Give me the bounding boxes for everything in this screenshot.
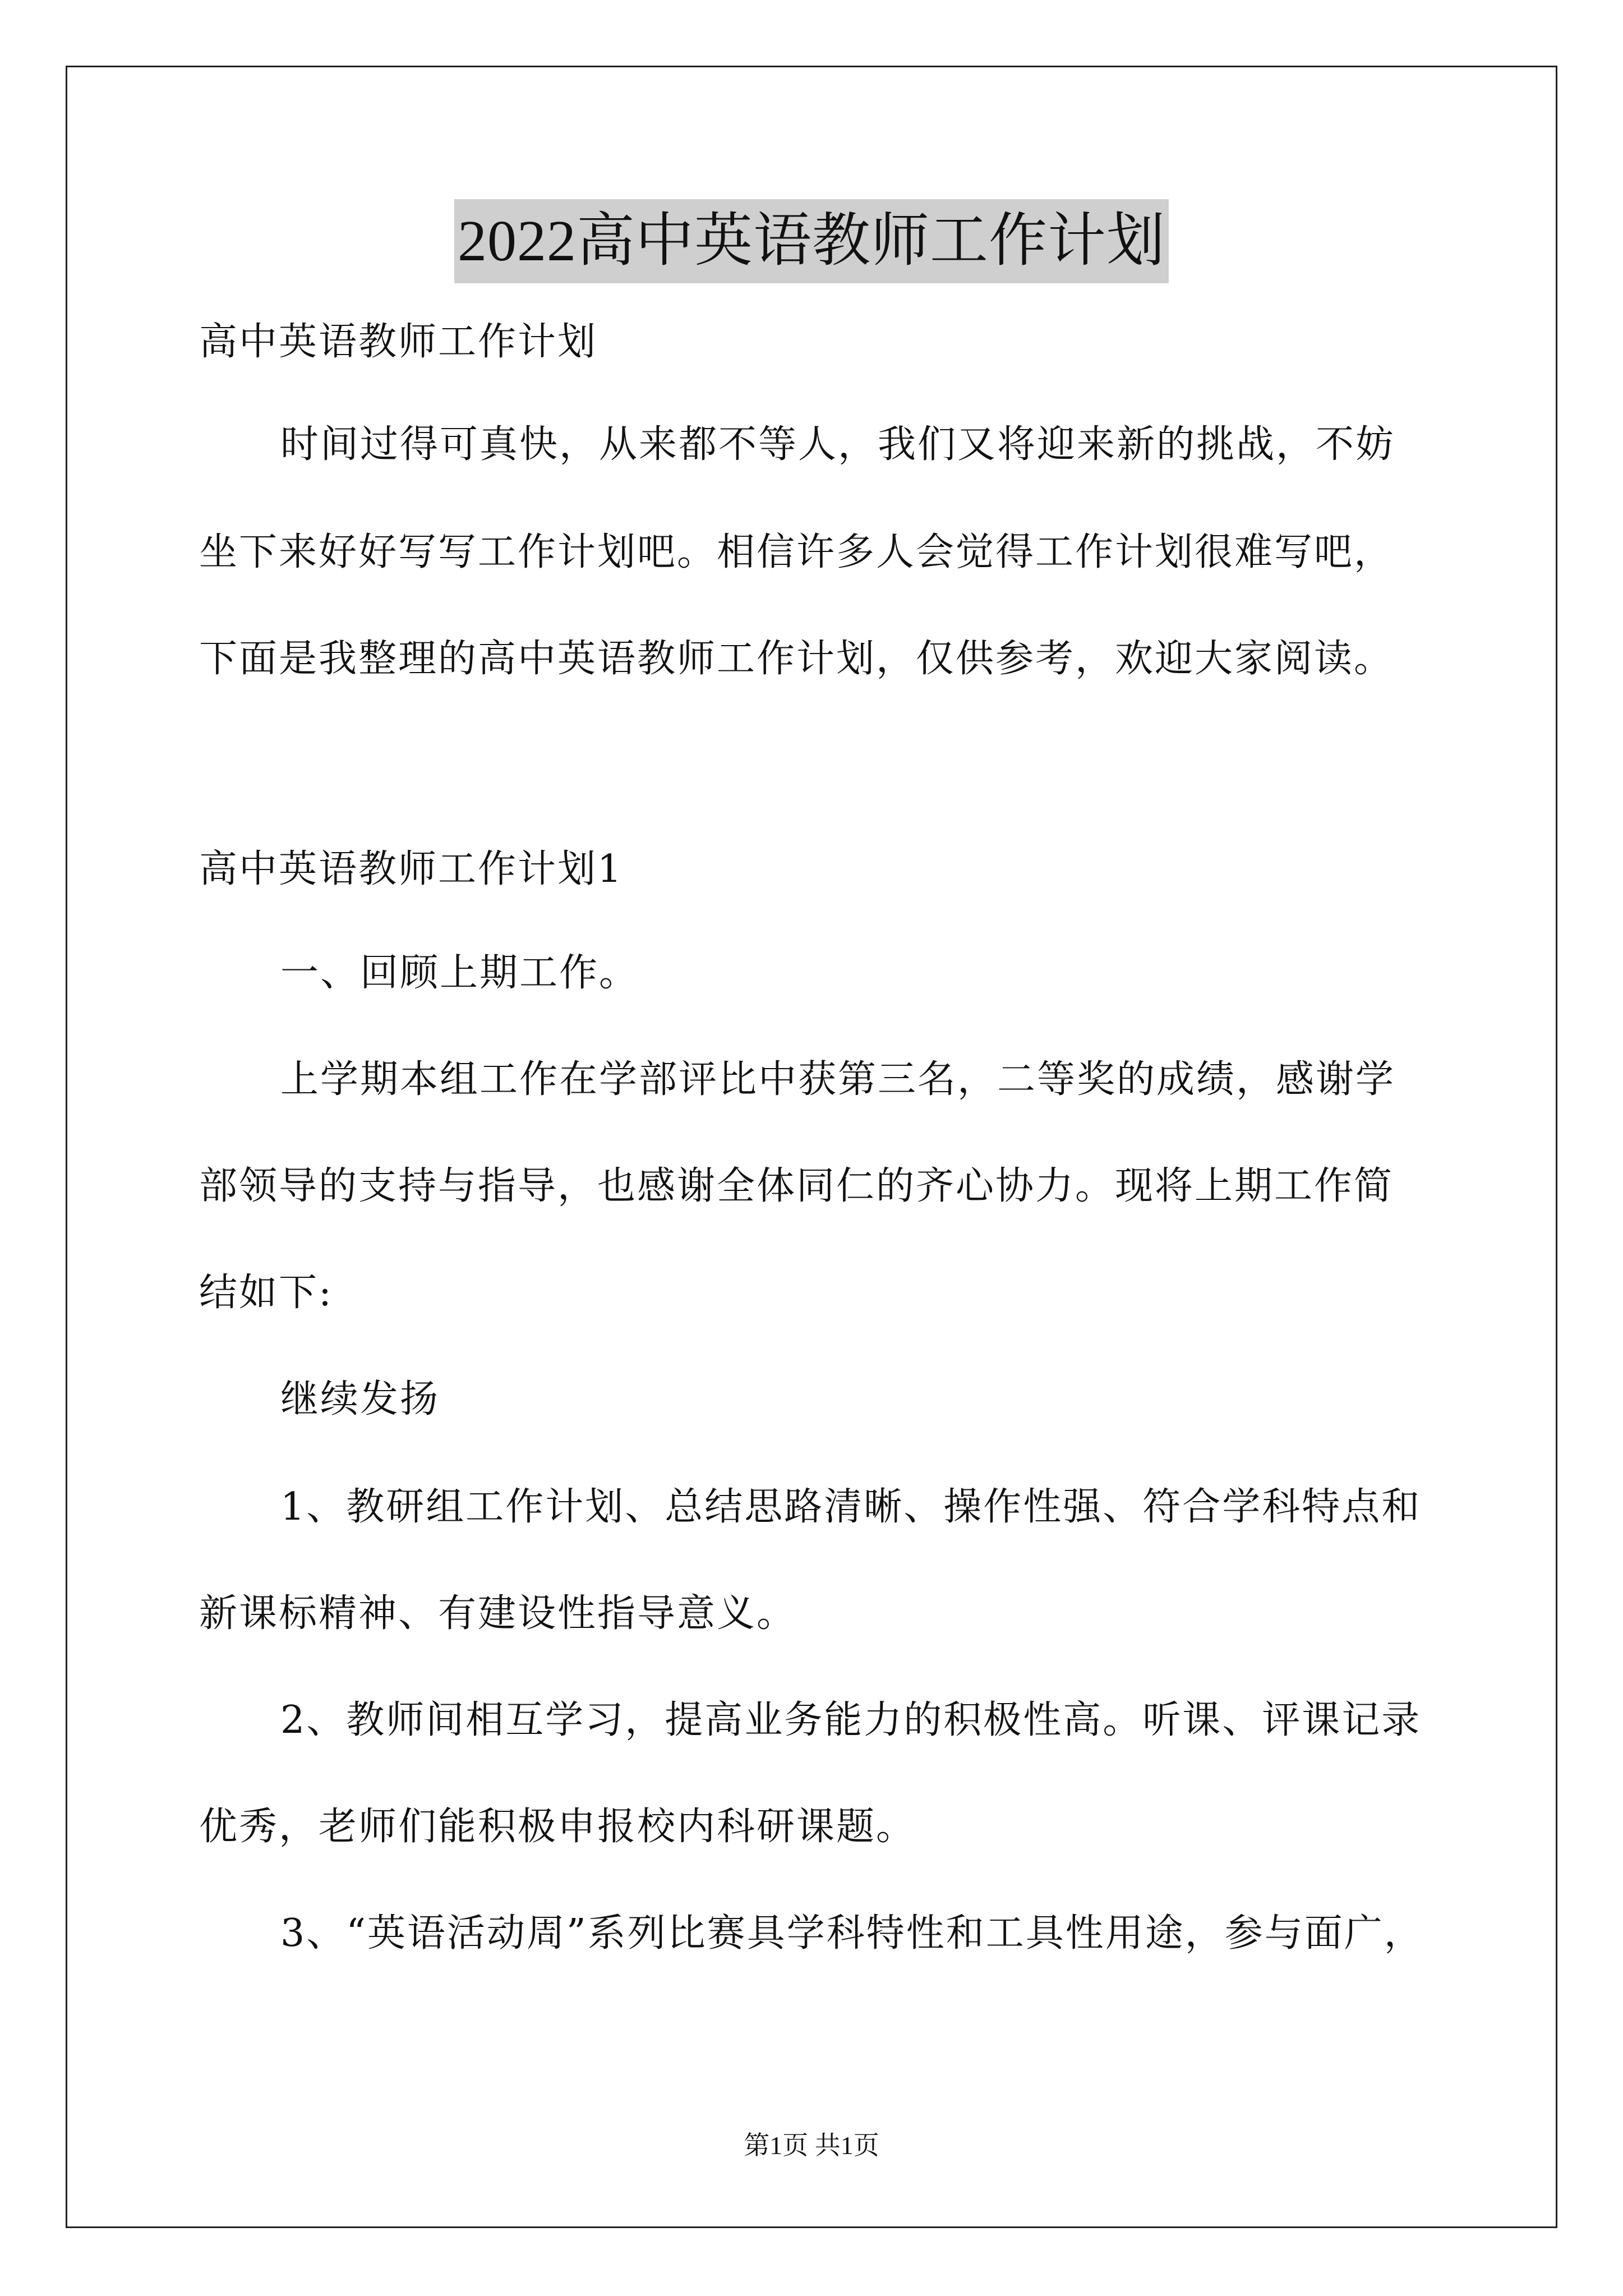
paragraph-line: 1、教研组工作计划、总结思路清晰、操作性强、符合学科特点和: [280, 1485, 1422, 1529]
paragraph-line: 下面是我整理的高中英语教师工作计划，仅供参考，欢迎大家阅读。: [199, 637, 1394, 681]
paragraph-line: 继续发扬: [280, 1377, 440, 1421]
document-title-block: [0, 199, 1623, 300]
paragraph-line: 结如下:: [199, 1271, 333, 1315]
paragraph-line: 部领导的支持与指导，也感谢全体同仁的齐心协力。现将上期工作简: [199, 1164, 1394, 1208]
paragraph-line: 3、“英语活动周”系列比赛具学科特性和工具性用途，参与面广，: [280, 1911, 1424, 1955]
paragraph-line: 坐下来好好写写工作计划吧。相信许多人会觉得工作计划很难写吧，: [199, 530, 1394, 574]
document-title: 2022高中英语教师工作计划: [454, 199, 1169, 283]
paragraph-line: 优秀，老师们能积极申报校内科研课题。: [199, 1805, 916, 1849]
paragraph-line: 上学期本组工作在学部评比中获第三名，二等奖的成绩，感谢学: [280, 1057, 1396, 1102]
paragraph-line: 一、回顾上期工作。: [280, 951, 639, 995]
subtitle: 高中英语教师工作计划: [199, 320, 598, 364]
page-border: [66, 66, 1557, 2228]
section-heading: 高中英语教师工作计划1: [199, 847, 624, 891]
paragraph-line: 时间过得可真快，从来都不等人，我们又将迎来新的挑战，不妨: [280, 422, 1396, 467]
paragraph-line: 新课标精神、有建设性指导意义。: [199, 1591, 797, 1636]
paragraph-line: 2、教师间相互学习，提高业务能力的积极性高。听课、评课记录: [280, 1698, 1422, 1742]
page-footer: 第1页 共1页: [744, 2131, 879, 2160]
